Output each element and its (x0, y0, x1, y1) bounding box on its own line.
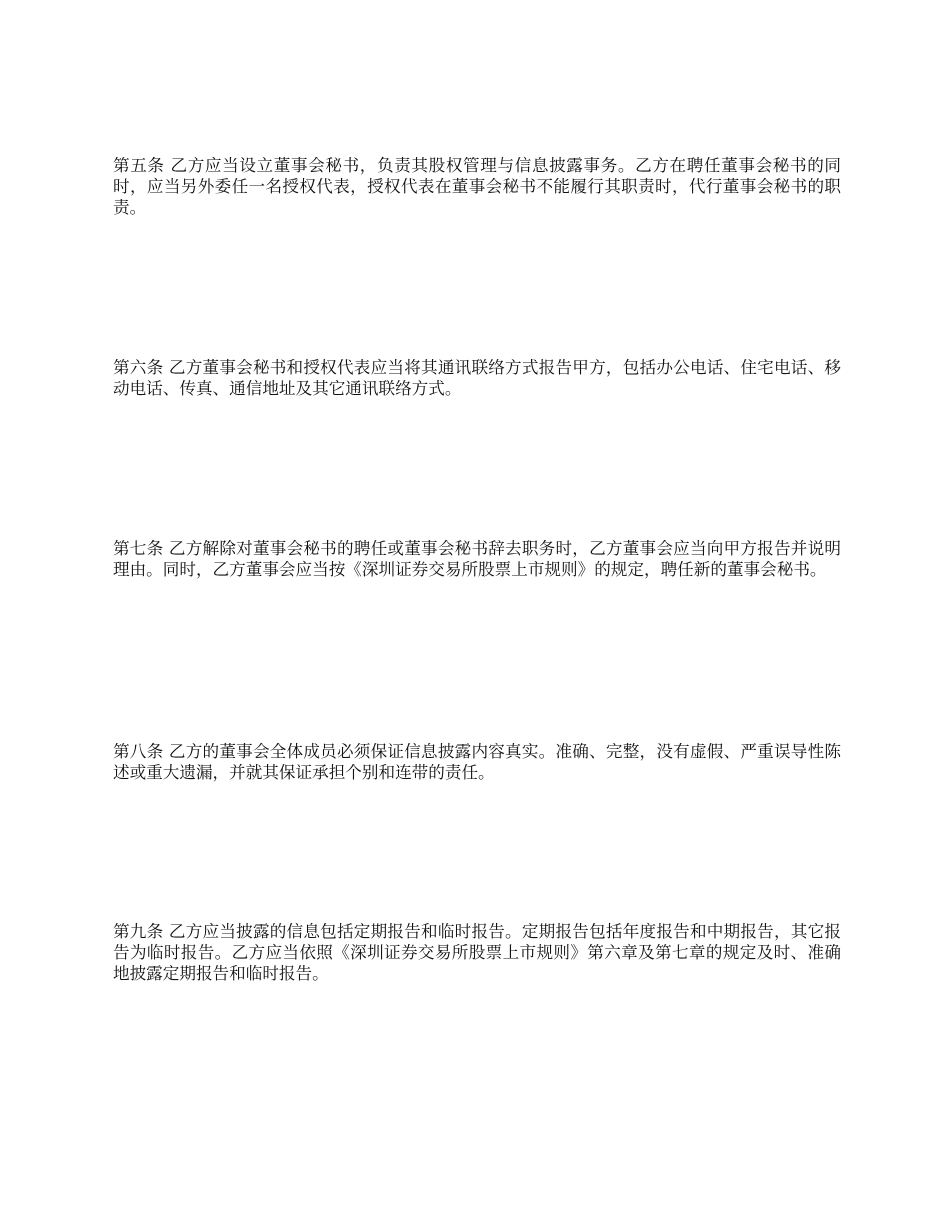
clause-article-9: 第九条 乙方应当披露的信息包括定期报告和临时报告。定期报告包括年度报告和中期报告，其它报告为临时报告。乙方应当依照《深圳证券交易所股票上市规则》第六章及第七章的规定及时、准确地披露定期报告和临时报告。 (113, 922, 841, 983)
clause-article-5: 第五条 乙方应当设立董事会秘书，负责其股权管理与信息披露事务。乙方在聘任董事会秘书的同时，应当另外委任一名授权代表，授权代表在董事会秘书不能履行其职责时，代行董事会秘书的职责。 (113, 156, 841, 217)
clause-article-7: 第七条 乙方解除对董事会秘书的聘任或董事会秘书辞去职务时，乙方董事会应当向甲方报告并说明理由。同时，乙方董事会应当按《深圳证券交易所股票上市规则》的规定，聘任新的董事会秘书。 (113, 539, 841, 579)
clause-article-8: 第八条 乙方的董事会全体成员必须保证信息披露内容真实。准确、完整，没有虚假、严重误导性陈述或重大遗漏，并就其保证承担个别和连带的责任。 (113, 742, 841, 782)
clause-article-6: 第六条 乙方董事会秘书和授权代表应当将其通讯联络方式报告甲方，包括办公电话、住宅电话、移动电话、传真、通信地址及其它通讯联络方式。 (113, 358, 841, 398)
